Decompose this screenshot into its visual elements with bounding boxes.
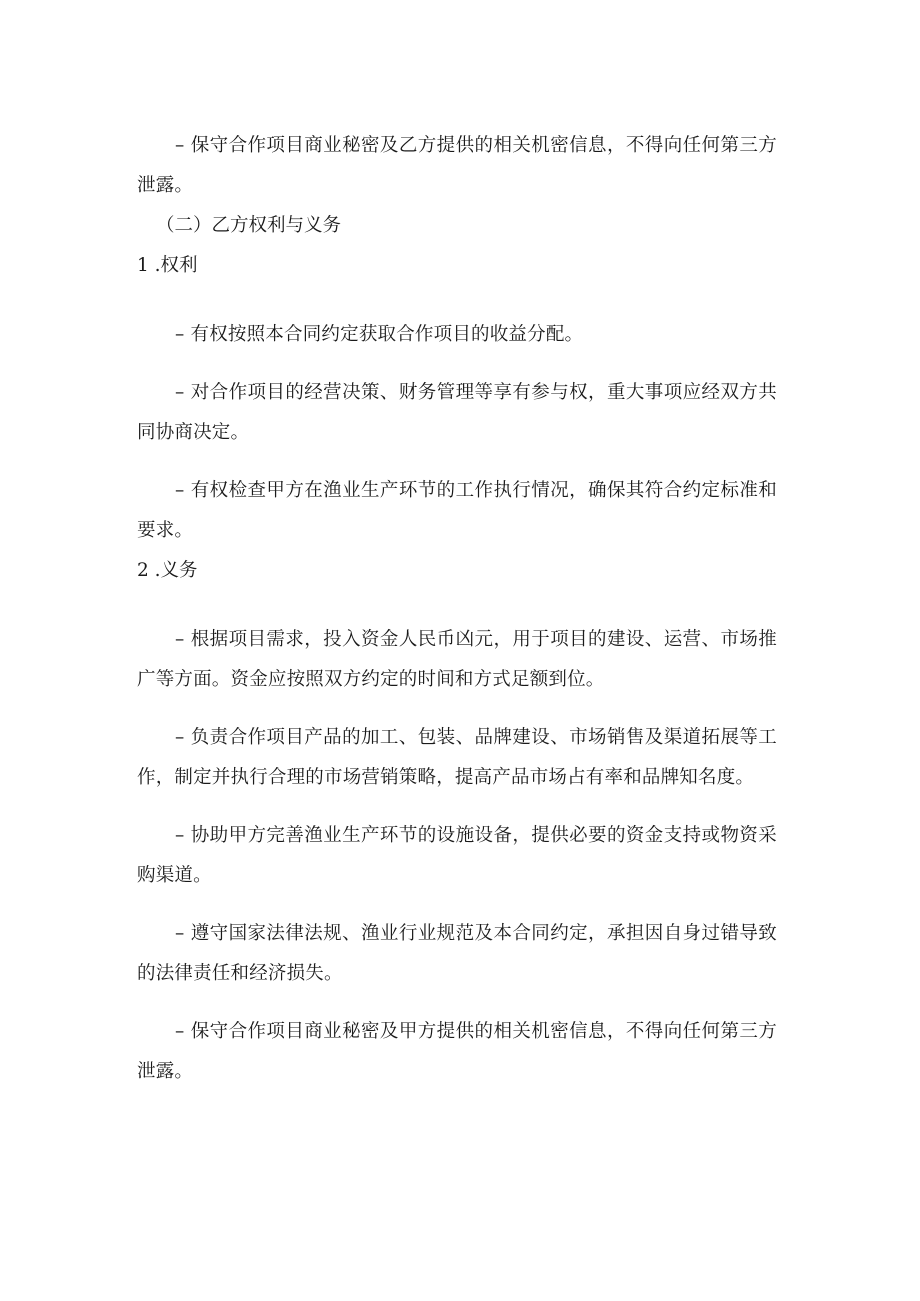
document-body bbox=[137, 126, 777, 1092]
obligations-title: 2 .义务 bbox=[137, 560, 198, 581]
rights-title: 1 .权利 bbox=[137, 255, 198, 276]
rights-item-1: – 有权按照本合同约定获取合作项目的收益分配。 bbox=[175, 324, 584, 345]
obligations-item-5: – 保守合作项目商业秘密及甲方提供的相关机密信息，不得向任何第三方泄露。 bbox=[137, 1021, 777, 1082]
obligations-item-3: – 协助甲方完善渔业生产环节的设施设备，提供必要的资金支持或物资采购渠道。 bbox=[137, 825, 777, 886]
rights-item-3: – 有权检查甲方在渔业生产环节的工作执行情况，确保其符合约定标准和要求。 bbox=[137, 480, 777, 541]
obligations-item-4: – 遵守国家法律法规、渔业行业规范及本合同约定，承担因自身过错导致的法律责任和经济损失。 bbox=[137, 923, 777, 984]
obligations-item-2: – 负责合作项目产品的加工、包装、品牌建设、市场销售及渠道拓展等工作，制定并执行合理的市场营销策略，提高产品市场占有率和品牌知名度。 bbox=[137, 727, 777, 788]
rights-item-2: – 对合作项目的经营决策、财务管理等享有参与权，重大事项应经双方共同协商决定。 bbox=[137, 382, 777, 443]
obligations-item-1: – 根据项目需求，投入资金人民币凶元，用于项目的建设、运营、市场推广等方面。资金应按照双方约定的时间和方式足额到位。 bbox=[137, 629, 777, 690]
section-title-party-b: （二）乙方权利与义务 bbox=[156, 215, 342, 236]
confidentiality-clause-party-a: – 保守合作项目商业秘密及乙方提供的相关机密信息，不得向任何第三方泄露。 bbox=[137, 135, 777, 196]
